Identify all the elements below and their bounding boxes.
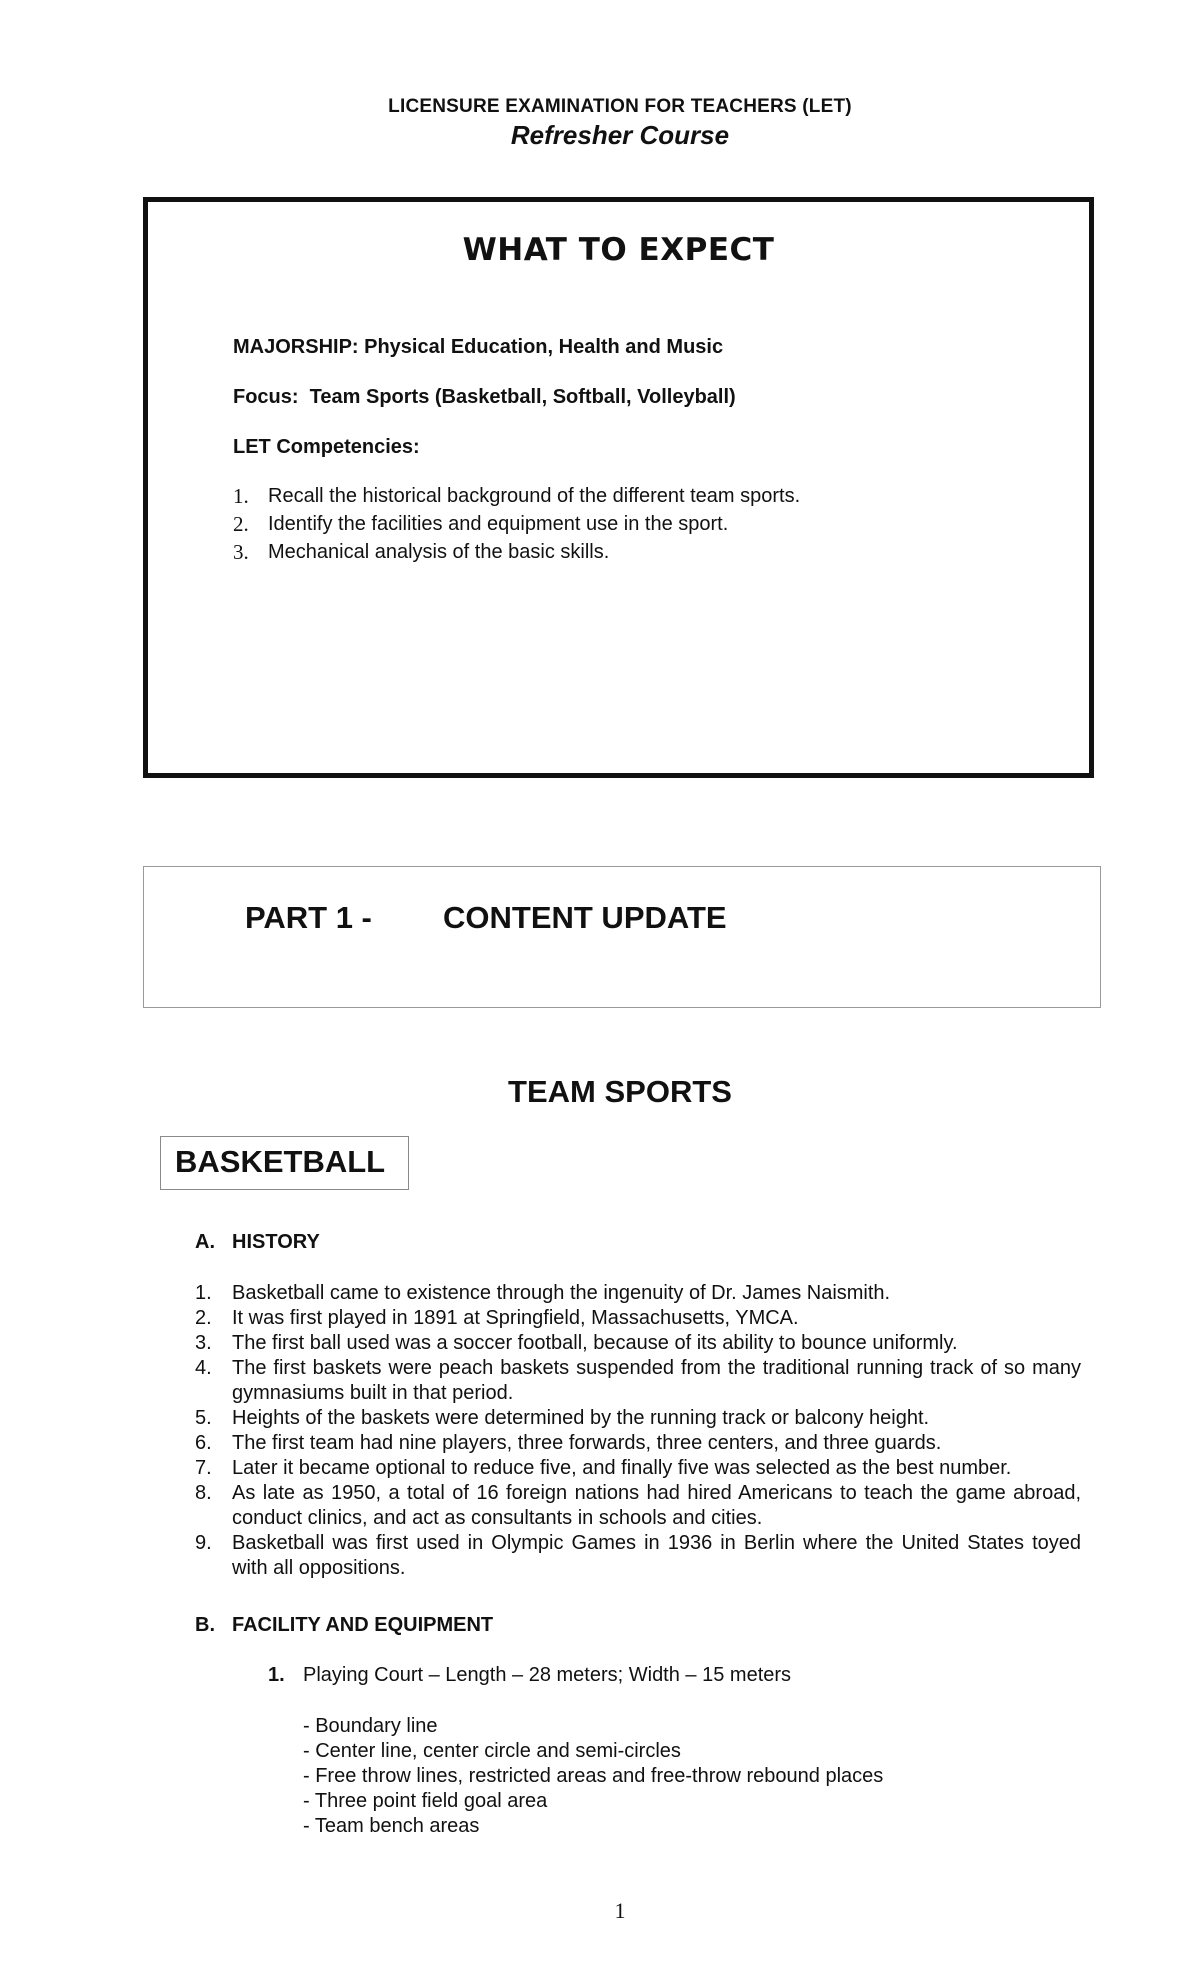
history-heading: HISTORY — [232, 1231, 320, 1253]
list-item — [195, 1281, 1081, 1306]
list-item-text: As late as 1950, a total of 16 foreign nations had hired Americans to teach the game abroad, conduct clinics, and act as consultants in schools and cities. — [232, 1482, 1081, 1529]
competency-number: 3. — [233, 540, 249, 564]
list-item: - Free throw lines, restricted areas and free-throw rebound places — [303, 1765, 884, 1787]
list-item-number: 6. — [195, 1432, 212, 1454]
list-item-number: 1. — [195, 1282, 212, 1304]
list-item-text: Basketball came to existence through the ingenuity of Dr. James Naismith. — [232, 1282, 891, 1304]
list-item — [195, 1406, 1081, 1431]
list-item-number: 8. — [195, 1482, 212, 1504]
list-item — [195, 1456, 1081, 1481]
competency-number: 1. — [233, 484, 249, 508]
competencies-label: LET Competencies: — [233, 436, 420, 458]
competency-item — [233, 510, 1073, 538]
history-letter: A. — [195, 1231, 215, 1253]
list-item-number: 9. — [195, 1532, 212, 1554]
document-header-subtitle: Refresher Course — [510, 120, 730, 150]
list-item-text: Later it became optional to reduce five, and finally five was selected as the best number. — [232, 1457, 1012, 1479]
list-item-text: Heights of the baskets were determined by the running track or balcony height. — [232, 1407, 930, 1429]
part-box — [143, 866, 1101, 1008]
part-title: CONTENT UPDATE — [443, 900, 727, 935]
section-title: TEAM SPORTS — [508, 1074, 732, 1109]
facility-item-text: Playing Court – Length – 28 meters; Width – 15 meters — [303, 1664, 792, 1686]
part-label: PART 1 - — [245, 900, 372, 935]
list-item: - Boundary line — [303, 1715, 438, 1737]
list-item-text: It was first played in 1891 at Springfield, Massachusetts, YMCA. — [232, 1307, 799, 1329]
sport-label: BASKETBALL — [175, 1144, 386, 1179]
competency-number: 2. — [233, 512, 249, 536]
list-item-text: The first ball used was a soccer football, because of its ability to bounce uniformly. — [232, 1332, 958, 1354]
list-item-text: The first team had nine players, three forwards, three centers, and three guards. — [232, 1432, 942, 1454]
list-item — [195, 1531, 1081, 1581]
list-item — [195, 1331, 1081, 1356]
facility-letter: B. — [195, 1614, 215, 1636]
court-features-list — [303, 1714, 1063, 1839]
list-item-text: Basketball was first used in Olympic Games in 1936 in Berlin where the United States toyed with all oppositions. — [232, 1532, 1081, 1579]
list-item — [195, 1306, 1081, 1331]
list-item-number: 5. — [195, 1407, 212, 1429]
document-header-title: LICENSURE EXAMINATION FOR TEACHERS (LET) — [388, 96, 852, 117]
facility-heading: FACILITY AND EQUIPMENT — [232, 1614, 494, 1636]
focus-line: Focus: Team Sports (Basketball, Softball, Volleyball) — [233, 386, 736, 408]
page-number: 1 — [614, 1898, 626, 1923]
history-list — [195, 1281, 1081, 1581]
list-item-text: The first baskets were peach baskets suspended from the traditional running track of so many gymnasiums built in that period. — [232, 1357, 1081, 1404]
list-item-number: 4. — [195, 1357, 212, 1379]
list-item — [195, 1431, 1081, 1456]
list-item-number: 2. — [195, 1307, 212, 1329]
competency-item — [233, 538, 1073, 566]
list-item: - Three point field goal area — [303, 1790, 548, 1812]
list-item: - Team bench areas — [303, 1815, 480, 1837]
what-to-expect-heading: WHAT TO EXPECT — [462, 232, 775, 268]
competency-text: Identify the facilities and equipment use in the sport. — [268, 513, 729, 535]
facility-item-number: 1. — [268, 1664, 285, 1686]
list-item — [195, 1356, 1081, 1406]
competency-item — [233, 482, 1073, 510]
competency-text: Mechanical analysis of the basic skills. — [268, 541, 610, 563]
competency-text: Recall the historical background of the different team sports. — [268, 485, 801, 507]
competencies-list — [233, 482, 1073, 566]
majorship-line: MAJORSHIP: Physical Education, Health and Music — [233, 336, 724, 358]
list-item-number: 3. — [195, 1332, 212, 1354]
list-item-number: 7. — [195, 1457, 212, 1479]
list-item — [195, 1481, 1081, 1531]
list-item: - Center line, center circle and semi-circles — [303, 1740, 681, 1762]
